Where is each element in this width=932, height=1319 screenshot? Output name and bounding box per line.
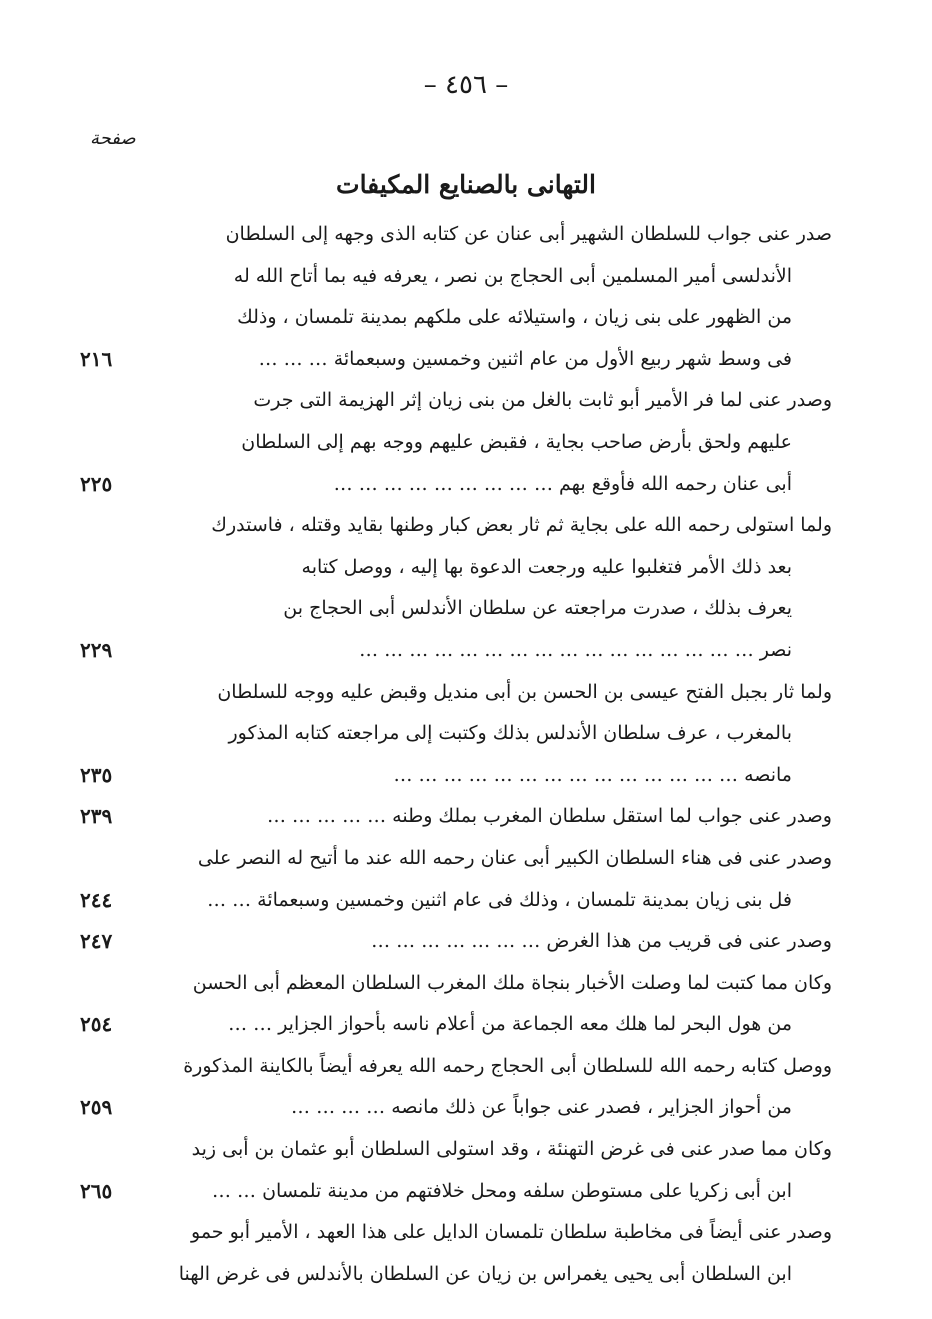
toc-page-number: ٢٢٩	[80, 637, 113, 662]
toc-entry-text: أبى عنان رحمه الله فأوقع بهم … … … … … … … … …	[333, 472, 792, 495]
page-number: – ٤٥٦ –	[423, 70, 509, 100]
toc-entry-text: بعد ذلك الأمر فتغلبوا عليه ورجعت الدعوة بها إليه ، ووصل كتابه	[301, 555, 792, 578]
toc-page-number: ٢٢٥	[80, 471, 113, 496]
toc-entry-text: صدر عنى جواب للسلطان الشهير أبى عنان عن كتابه الذى وجهه إلى السلطان	[225, 223, 832, 245]
toc-entry-text: من أحواز الجزاير ، فصدر عنى جواباً عن ذلك مانصه … … … …	[291, 1096, 792, 1119]
toc-line	[0, 880, 932, 922]
toc-line	[0, 214, 932, 256]
toc-entry-text: ووصل كتابه رحمه الله للسلطان أبى الحجاج رحمه الله يعرفه أيضاً بالكاينة المذكورة	[183, 1054, 832, 1077]
toc-line	[0, 796, 932, 838]
toc-page-number: ٢٣٩	[80, 804, 113, 829]
toc-line	[0, 921, 932, 963]
toc-line	[0, 630, 932, 672]
toc-entry-text: وصدر عنى لما فر الأمير أبو ثابت بالغل من بنى زيان إثر الهزيمة التى جرت	[253, 389, 832, 412]
toc-entry-text: يعرف بذلك ، صدرت مراجعته عن سلطان الأندلس أبى الحجاج بن	[283, 597, 792, 620]
toc-entry-text: ولما ثار بجبل الفتح عيسى بن الحسن بن أبى منديل وقبض عليه ووجه للسلطان	[217, 680, 832, 703]
toc-line	[0, 1087, 932, 1129]
toc-line	[0, 547, 932, 589]
toc-entry-text: وصدر عنى فى هناء السلطان الكبير أبى عنان رحمه الله عند ما أتيح له النصر على	[197, 846, 832, 869]
toc-page-number: ٢٤٧	[80, 929, 113, 954]
toc-line	[0, 505, 932, 547]
toc-line	[0, 672, 932, 714]
toc-line	[0, 1254, 932, 1296]
toc-entry-text: الأندلسى أمير المسلمين أبى الحجاج بن نصر ، يعرفه فيه بما أتاح الله له	[233, 264, 792, 287]
toc-entry-text: عليهم ولحق بأرض صاحب بجاية ، فقبض عليهم ووجه بهم إلى السلطان	[241, 430, 792, 453]
toc-line	[0, 588, 932, 630]
toc-entry-text: وصدر عنى أيضاً فى مخاطبة سلطان تلمسان الدايل على هذا العهد ، الأمير أبو حمو	[191, 1221, 832, 1244]
toc-line	[0, 1212, 932, 1254]
toc-entry-text: وصدر عنى جواب لما استقل سلطان المغرب بملك وطنه … … … … …	[266, 805, 832, 828]
toc-entry-text: ولما استولى رحمه الله على بجاية ثم ثار بعض كبار وطنها بقايد وقتله ، فاستدرك	[211, 514, 832, 537]
toc-entry-text: وكان مما صدر عنى فى غرض التهنئة ، وقد استولى السلطان أبو عثمان بن أبى زيد	[191, 1138, 832, 1161]
toc-page-number: ٢٤٤	[80, 887, 113, 912]
toc-entry-text: نصر … … … … … … … … … … … … … … … …	[359, 638, 792, 661]
toc-line	[0, 963, 932, 1005]
toc-entry-text: بالمغرب ، عرف سلطان الأندلس بذلك وكتبت إلى مراجعته كتابه المذكور	[228, 722, 792, 745]
toc-line	[0, 1171, 932, 1213]
toc-entry-text: وصدر عنى فى قريب من هذا الغرض … … … … … … …	[371, 930, 832, 953]
toc-line	[0, 464, 932, 506]
toc-line	[0, 713, 932, 755]
toc-entry-text: ابن السلطان أبى يحيى يغمراس بن زيان عن السلطان بالأندلس فى غرض الهنا	[178, 1262, 792, 1285]
toc-page-number: ٢٥٩	[80, 1095, 113, 1120]
page-column-header: صفحة	[90, 128, 136, 149]
toc-line	[0, 1004, 932, 1046]
toc-line	[0, 297, 932, 339]
table-of-contents	[0, 214, 932, 1295]
toc-page-number: ٢٥٤	[80, 1012, 113, 1037]
toc-line	[0, 755, 932, 797]
toc-page-number: ٢١٦	[80, 346, 113, 371]
toc-entry-text: مانصه … … … … … … … … … … … … … …	[393, 763, 792, 786]
toc-line	[0, 380, 932, 422]
toc-entry-text: من الظهور على بنى زيان ، واستيلائه على ملكهم بمدينة تلمسان ، وذلك	[237, 306, 792, 329]
toc-line	[0, 1046, 932, 1088]
toc-line	[0, 838, 932, 880]
toc-entry-text: وكان مما كتبت لما وصلت الأخبار بنجاة ملك المغرب السلطان المعظم أبى الحسن	[192, 971, 832, 994]
toc-entry-text: من هول البحر لما هلك معه الجماعة من أعلام ناسه بأحواز الجزاير … …	[228, 1013, 792, 1036]
toc-entry-text: ابن أبى زكريا على مستوطن سلفه ومحل خلافتهم من مدينة تلمسان … …	[212, 1179, 792, 1202]
toc-line	[0, 1129, 932, 1171]
toc-line	[0, 339, 932, 381]
section-title: التهانى بالصنايع المكيفات	[336, 170, 596, 199]
toc-page-number: ٢٣٥	[80, 762, 113, 787]
toc-page-number: ٢٦٥	[80, 1178, 113, 1203]
toc-entry-text: فل بنى زيان بمدينة تلمسان ، وذلك فى عام اثنين وخمسين وسبعمائة … …	[207, 888, 792, 911]
toc-line	[0, 256, 932, 298]
toc-entry-text: فى وسط شهر ربيع الأول من عام اثنين وخمسين وسبعمائة … … …	[258, 347, 792, 370]
toc-line	[0, 422, 932, 464]
